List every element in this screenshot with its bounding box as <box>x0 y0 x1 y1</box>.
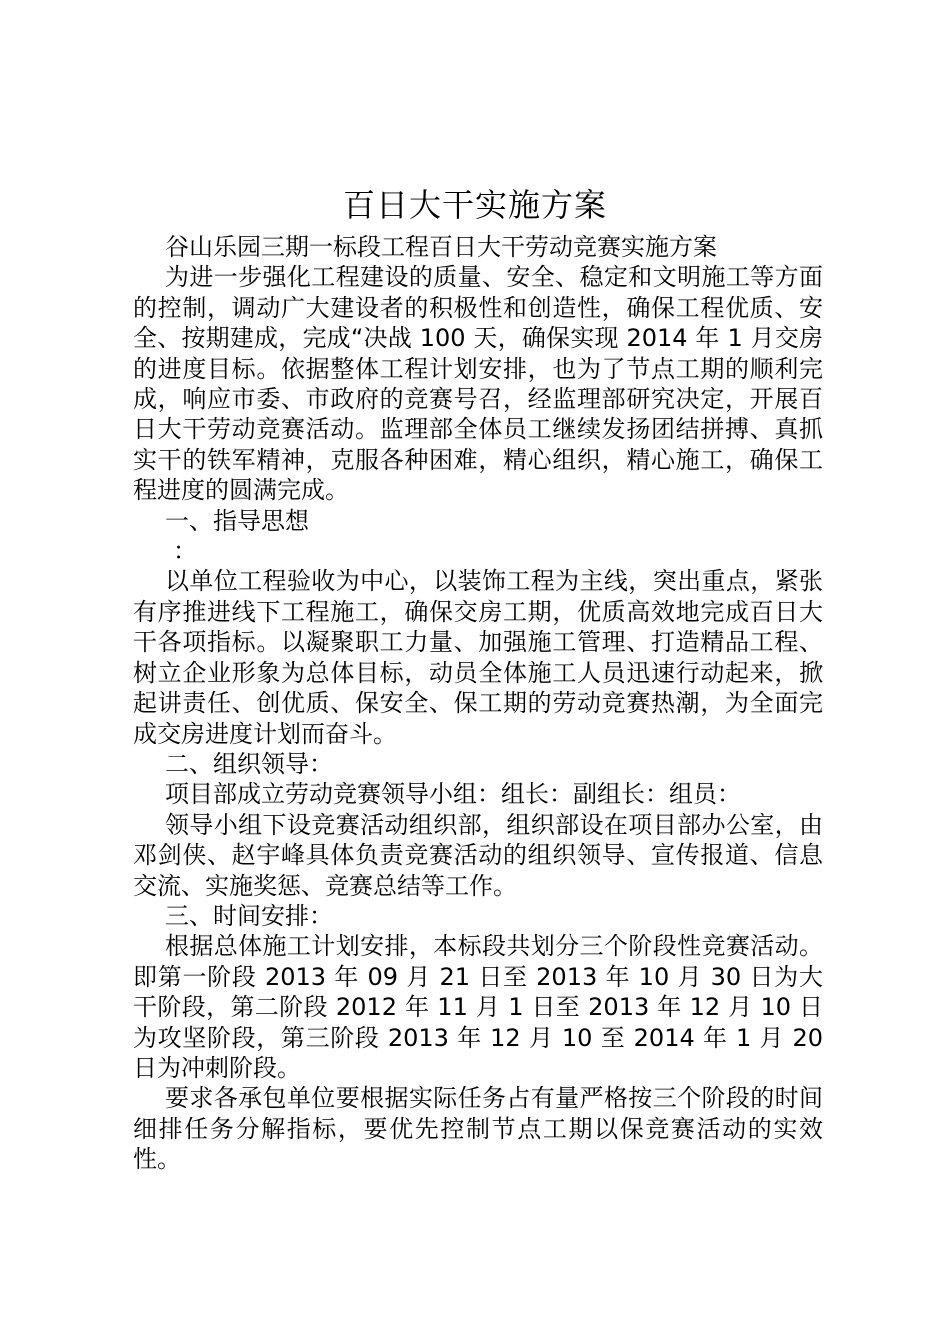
section-1-paragraph: 以单位工程验收为中心，以装饰工程为主线，突出重点，紧张有序推进线下工程施工，确保交房工期，优质高效地完成百日大干各项指标。以凝聚职工力量、加强施工管理、打造精品工程、树立企业形象为总体目标，动员全体施工人员迅速行动起来，掀起讲责任、创优质、保安全、保工期的劳动竞赛热潮，为全面完成交房进度计划而奋斗。 <box>133 567 823 748</box>
document-subtitle: 谷山乐园三期一标段工程百日大干劳动竞赛实施方案 <box>165 233 717 261</box>
section-1-heading: 一、指导思想 <box>165 506 309 535</box>
intro-paragraph: 为进一步强化工程建设的质量、安全、稳定和文明施工等方面的控制，调动广大建设者的积极性和创造性，确保工程优质、安全、按期建成，完成“决战 100 天，确保实现 2014 年 1 月交房的进度目标。依据整体工程计划安排，也为了节点工期的顺利完成，响应市委、市政府的竞赛号召，经监理部研究决定，开展百日大干劳动竞赛活动。监理部全体员工继续发扬团结拼搏、真抓实干的铁军精神，克服各种困难，精心组织，精心施工，确保工程进度的圆满完成。 <box>133 263 823 505</box>
document-body <box>133 232 823 1175</box>
section-2-heading: 二、组织领导： <box>165 749 333 778</box>
section-3-paragraph: 根据总体施工计划安排，本标段共划分三个阶段性竞赛活动。即第一阶段 2013 年 09 月 21 日至 2013 年 10 月 30 日为大干阶段，第二阶段 2012 年 11 月 1 日至 2013 年 12 月 10 日为攻坚阶段，第三阶段 2013 年 12 月 10 至 2014 年 1 月 20 日为冲刺阶段。 <box>133 932 823 1082</box>
section-3-heading: 三、时间安排： <box>165 901 333 930</box>
section-3-requirement-paragraph: 要求各承包单位要根据实际任务占有量严格按三个阶段的时间细排任务分解指标，要优先控制节点工期以保竞赛活动的实效性。 <box>133 1084 823 1174</box>
document-title: 百日大干实施方案 <box>342 186 607 224</box>
section-2-leadership-line: 项目部成立劳动竞赛领导小组：组长：副组长：组员： <box>165 780 741 809</box>
section-2-paragraph: 领导小组下设竞赛活动组织部，组织部设在项目部办公室，由邓剑侠、赵宇峰具体负责竞赛活动的组织领导、宣传报道、信息交流、实施奖惩、竞赛总结等工作。 <box>133 810 823 900</box>
section-1-colon: ： <box>173 537 197 566</box>
